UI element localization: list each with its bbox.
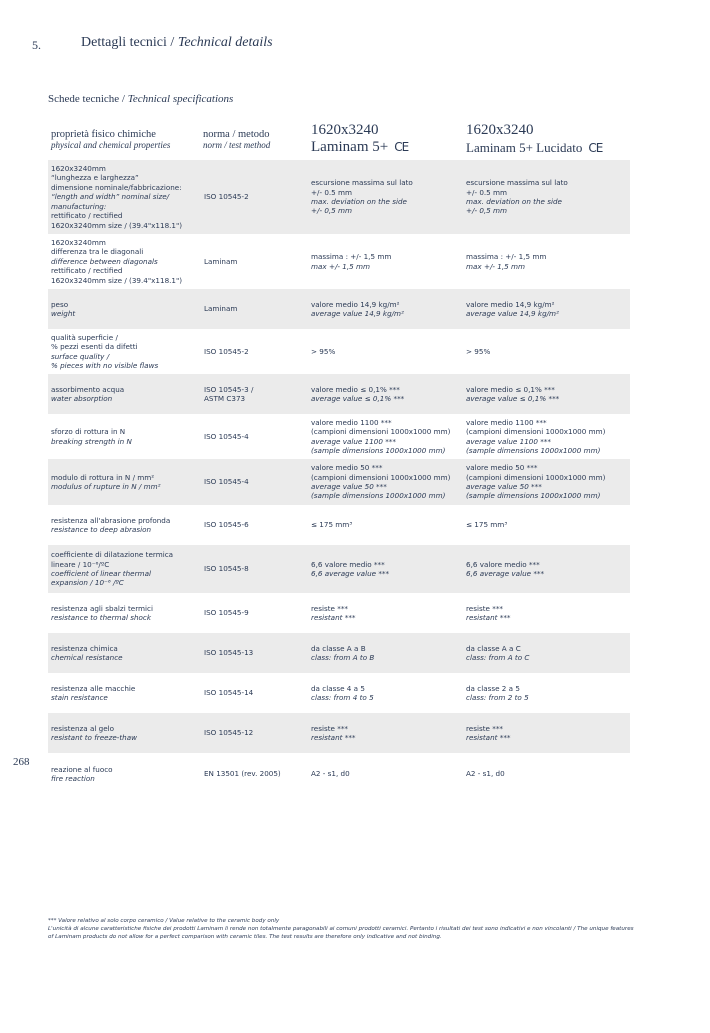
- cell-line: valore medio 50 ***: [466, 463, 538, 473]
- cell-line: da classe 2 a 5: [466, 683, 520, 693]
- cell-line: % pieces with no visible flaws: [51, 360, 159, 370]
- cell-line: manufacturing:: [51, 201, 107, 211]
- norm-cell: [204, 459, 304, 505]
- table-row: [48, 289, 630, 329]
- cell-line: da classe A a B: [311, 643, 366, 653]
- cell-line: average value 50 ***: [466, 482, 542, 491]
- chapter-title-en: Technical details: [177, 35, 273, 50]
- product-1-cell: [311, 753, 463, 795]
- cell-line: resistance to thermal shock: [51, 613, 152, 622]
- product-1-size: 1620x3240: [311, 122, 379, 138]
- product-2-cell: [466, 753, 630, 795]
- cell-line: valore medio 1100 ***: [311, 417, 392, 427]
- product-2-cell: [466, 505, 630, 545]
- section-title-en: Technical specifications: [127, 93, 234, 105]
- cell-line: EN 13501 (rev. 2005): [204, 769, 281, 779]
- property-cell: [51, 160, 199, 234]
- chapter-title: Dettagli tecnici / Technical details: [81, 35, 273, 50]
- product-1-cell: [311, 673, 463, 713]
- product-1-cell: [311, 545, 463, 593]
- cell-line: ISO 10545-9: [204, 608, 249, 618]
- cell-line: +/- 0.5 mm: [311, 187, 353, 197]
- table-row: [48, 234, 630, 289]
- product-1-cell: [311, 160, 463, 234]
- chapter-title-it: Dettagli tecnici: [81, 35, 167, 50]
- cell-line: surface quality /: [51, 351, 110, 361]
- cell-line: valore medio 14,9 kg/m²: [311, 299, 400, 309]
- cell-line: ISO 10545-12: [204, 728, 254, 738]
- cell-line: max +/- 1,5 mm: [466, 261, 525, 271]
- cell-line: “lunghezza e larghezza”: [51, 173, 139, 183]
- norm-cell: [204, 414, 304, 459]
- cell-line: valore medio ≤ 0,1% ***: [466, 384, 555, 394]
- cell-line: Laminam: [204, 304, 238, 314]
- cell-line: resistenza all'abrasione profonda: [51, 515, 171, 525]
- chapter-number: 5.: [32, 38, 41, 52]
- cell-line: ASTM C373: [204, 394, 246, 403]
- product-1-cell: [311, 713, 463, 753]
- property-cell: [51, 234, 199, 289]
- cell-line: (campioni dimensioni 1000x1000 mm): [466, 472, 606, 482]
- cell-line: escursione massima sul lato: [311, 178, 413, 188]
- property-cell: [51, 673, 199, 713]
- ce-mark-icon: CE: [394, 140, 409, 154]
- cell-line: +/- 0.5 mm: [466, 187, 508, 197]
- cell-line: class: from 4 to 5: [311, 693, 374, 702]
- table-row: [48, 713, 630, 753]
- cell-line: breaking strength in N: [51, 436, 132, 446]
- cell-line: valore medio ≤ 0,1% ***: [311, 384, 400, 394]
- norm-cell: [204, 753, 304, 795]
- cell-line: sforzo di rottura in N: [51, 427, 126, 437]
- product-2-cell: [466, 673, 630, 713]
- cell-line: stain resistance: [51, 693, 108, 702]
- cell-line: assorbimento acqua: [51, 384, 125, 394]
- norm-cell: [204, 160, 304, 234]
- footnote-1: *** Valore relativo al solo corpo ceramico / Value relative to the ceramic body only: [48, 918, 280, 924]
- property-cell: [51, 329, 199, 374]
- product-1-cell: [311, 234, 463, 289]
- property-cell: [51, 374, 199, 414]
- section-title-it: Schede tecniche: [48, 93, 120, 105]
- cell-line: max. deviation on the side: [311, 197, 407, 206]
- product-2-cell: [466, 593, 630, 633]
- cell-line: class: from A to B: [311, 653, 375, 662]
- header-property-sub: physical and chemical properties: [51, 140, 171, 150]
- cell-line: ISO 10545-3 /: [204, 384, 254, 394]
- cell-line: resistenza chimica: [51, 643, 118, 653]
- property-cell: [51, 713, 199, 753]
- cell-line: valore medio 1100 ***: [466, 417, 547, 427]
- cell-line: ISO 10545-4: [204, 477, 249, 487]
- table-row: [48, 633, 630, 673]
- cell-line: resistant ***: [311, 733, 356, 742]
- cell-line: average value ≤ 0,1% ***: [466, 394, 560, 403]
- cell-line: 1620x3240mm: [51, 237, 106, 247]
- cell-line: reazione al fuoco: [51, 764, 113, 774]
- property-cell: [51, 593, 199, 633]
- table-header: [48, 122, 630, 161]
- norm-cell: [204, 593, 304, 633]
- norm-cell: [204, 633, 304, 673]
- cell-line: escursione massima sul lato: [466, 178, 568, 188]
- header-property-label: proprietà fisico chimiche: [51, 129, 156, 140]
- table-row: [48, 753, 630, 795]
- cell-line: (sample dimensions 1000x1000 mm): [311, 445, 446, 455]
- cell-line: (campioni dimensioni 1000x1000 mm): [466, 427, 606, 437]
- product-2-cell: [466, 374, 630, 414]
- cell-line: resistance to deep abrasion: [51, 525, 152, 534]
- header-product-1: [311, 122, 461, 156]
- product-2-cell: [466, 713, 630, 753]
- property-cell: [51, 545, 199, 593]
- cell-line: qualità superficie /: [51, 332, 118, 342]
- product-1-cell: [311, 329, 463, 374]
- product-1-name: Laminam 5+: [311, 139, 389, 155]
- cell-line: expansion / 10⁻⁶ /ºC: [51, 578, 124, 588]
- norm-cell: [204, 234, 304, 289]
- property-cell: [51, 459, 199, 505]
- cell-line: coefficient of linear thermal: [51, 569, 151, 578]
- table-row: [48, 374, 630, 414]
- product-2-name: Laminam 5+ Lucidato: [466, 140, 583, 155]
- cell-line: 6,6 valore medio ***: [311, 559, 385, 569]
- cell-line: +/- 0,5 mm: [311, 206, 353, 216]
- cell-line: ISO 10545-8: [204, 564, 249, 574]
- cell-line: resistant to freeze-thaw: [51, 733, 138, 742]
- cell-line: resistenza al gelo: [51, 723, 115, 733]
- footnote-2: L'unicità di alcune caratteristiche fisiche dei prodotti Laminam li rende non totalmente paragonabili ai comuni prodotti ceramici. Pertanto i risultati dei test sono indicativi e non vincolanti / The unique features of Laminam products do not allow for a perfect comparison with ceramic tiles. The test results are therefore only indicative and not binding.: [48, 926, 634, 940]
- cell-line: ISO 10545-2: [204, 192, 249, 202]
- norm-cell: [204, 374, 304, 414]
- norm-cell: [204, 329, 304, 374]
- cell-line: massima : +/- 1,5 mm: [466, 252, 547, 262]
- cell-line: 1620x3240mm: [51, 164, 106, 174]
- cell-line: class: from 2 to 5: [466, 693, 529, 702]
- property-cell: [51, 289, 199, 329]
- product-1-cell: [311, 505, 463, 545]
- cell-line: resistenza agli sbalzi termici: [51, 603, 153, 613]
- cell-line: coefficiente di dilatazione termica: [51, 550, 174, 560]
- cell-line: resiste ***: [466, 723, 504, 733]
- cell-line: max +/- 1,5 mm: [311, 261, 370, 271]
- cell-line: “length and width” nominal size/: [51, 192, 170, 202]
- product-1-cell: [311, 374, 463, 414]
- cell-line: average value ≤ 0,1% ***: [311, 394, 405, 403]
- cell-line: ISO 10545-13: [204, 648, 254, 658]
- header-norm-sub: norm / test method: [203, 140, 271, 150]
- norm-cell: [204, 713, 304, 753]
- cell-line: ISO 10545-4: [204, 431, 249, 441]
- cell-line: resistant ***: [311, 613, 356, 622]
- cell-line: (sample dimensions 1000x1000 mm): [311, 491, 446, 501]
- cell-line: difference between diagonals: [51, 256, 158, 266]
- cell-line: (campioni dimensioni 1000x1000 mm): [311, 472, 451, 482]
- cell-line: average value 1100 ***: [466, 436, 551, 446]
- cell-line: massima : +/- 1,5 mm: [311, 252, 392, 262]
- product-2-size: 1620x3240: [466, 122, 534, 138]
- product-1-cell: [311, 633, 463, 673]
- section-title: Schede tecniche / Technical specifications: [48, 93, 234, 105]
- product-2-cell: [466, 160, 630, 234]
- table-row: [48, 329, 630, 374]
- cell-line: 1620x3240mm size / (39.4"x118.1"): [51, 275, 183, 285]
- norm-cell: [204, 673, 304, 713]
- cell-line: lineare / 10⁻⁶/ºC: [51, 559, 110, 569]
- header-product-2: [466, 122, 631, 157]
- property-cell: [51, 753, 199, 795]
- cell-line: ≤ 175 mm³: [466, 520, 508, 530]
- ce-mark-icon: CE: [588, 141, 603, 155]
- product-2-cell: [466, 633, 630, 673]
- header-norm-label: norma / metodo: [203, 129, 270, 140]
- cell-line: valore medio 14,9 kg/m²: [466, 299, 555, 309]
- cell-line: class: from A to C: [466, 653, 530, 662]
- cell-line: max. deviation on the side: [466, 197, 562, 206]
- table-row: [48, 673, 630, 713]
- cell-line: resistant ***: [466, 733, 511, 742]
- cell-line: average value 14,9 kg/m²: [466, 309, 559, 318]
- cell-line: 6,6 valore medio ***: [466, 559, 540, 569]
- cell-line: valore medio 50 ***: [311, 463, 383, 473]
- cell-line: water absorption: [51, 394, 113, 403]
- table-row: [48, 459, 630, 505]
- cell-line: resistenza alle macchie: [51, 683, 136, 693]
- cell-line: da classe A a C: [466, 643, 521, 653]
- product-2-cell: [466, 459, 630, 505]
- footnotes: [48, 917, 638, 941]
- property-cell: [51, 505, 199, 545]
- table-row: [48, 160, 630, 234]
- cell-line: (campioni dimensioni 1000x1000 mm): [311, 427, 451, 437]
- cell-line: average value 50 ***: [311, 482, 387, 491]
- cell-line: differenza tra le diagonali: [51, 247, 144, 257]
- cell-line: modulus of rupture in N / mm²: [51, 482, 161, 491]
- cell-line: > 95%: [466, 346, 491, 356]
- table-row: [48, 545, 630, 593]
- cell-line: (sample dimensions 1000x1000 mm): [466, 445, 601, 455]
- cell-line: resiste ***: [311, 603, 349, 613]
- property-cell: [51, 414, 199, 459]
- cell-line: chemical resistance: [51, 653, 123, 662]
- product-2-cell: [466, 329, 630, 374]
- table-row: [48, 593, 630, 633]
- cell-line: ISO 10545-2: [204, 346, 249, 356]
- table-row: [48, 505, 630, 545]
- cell-line: fire reaction: [51, 774, 95, 783]
- cell-line: da classe 4 a 5: [311, 683, 365, 693]
- header-norm: [203, 129, 303, 150]
- cell-line: peso: [51, 299, 69, 309]
- product-2-cell: [466, 545, 630, 593]
- cell-line: dimensione nominale/fabbricazione:: [51, 182, 182, 192]
- cell-line: modulo di rottura in N / mm²: [51, 472, 155, 482]
- cell-line: (sample dimensions 1000x1000 mm): [466, 491, 601, 501]
- cell-line: A2 - s1, d0: [311, 769, 350, 779]
- cell-line: A2 - s1, d0: [466, 769, 505, 779]
- norm-cell: [204, 545, 304, 593]
- cell-line: > 95%: [311, 346, 336, 356]
- header-property: [51, 129, 201, 150]
- product-2-cell: [466, 289, 630, 329]
- product-1-cell: [311, 414, 463, 459]
- cell-line: weight: [51, 309, 76, 318]
- cell-line: ≤ 175 mm³: [311, 520, 353, 530]
- cell-line: Laminam: [204, 256, 238, 266]
- table-row: [48, 414, 630, 459]
- product-1-cell: [311, 593, 463, 633]
- cell-line: resiste ***: [311, 723, 349, 733]
- norm-cell: [204, 505, 304, 545]
- page-number: 268: [13, 756, 30, 768]
- cell-line: ISO 10545-14: [204, 688, 254, 698]
- cell-line: % pezzi esenti da difetti: [51, 342, 138, 352]
- cell-line: 1620x3240mm size / (39.4"x118.1"): [51, 220, 183, 230]
- cell-line: 6,6 average value ***: [466, 569, 545, 578]
- spec-table: [48, 160, 630, 795]
- cell-line: average value 1100 ***: [311, 436, 396, 446]
- product-2-cell: [466, 234, 630, 289]
- property-cell: [51, 633, 199, 673]
- product-1-cell: [311, 289, 463, 329]
- norm-cell: [204, 289, 304, 329]
- cell-line: resistant ***: [466, 613, 511, 622]
- cell-line: 6,6 average value ***: [311, 569, 390, 578]
- cell-line: ISO 10545-6: [204, 520, 249, 530]
- cell-line: +/- 0,5 mm: [466, 206, 508, 216]
- product-1-cell: [311, 459, 463, 505]
- cell-line: resiste ***: [466, 603, 504, 613]
- cell-line: average value 14,9 kg/m²: [311, 309, 404, 318]
- cell-line: rettificato / rectified: [51, 266, 123, 276]
- cell-line: rettificato / rectified: [51, 211, 123, 221]
- product-2-cell: [466, 414, 630, 459]
